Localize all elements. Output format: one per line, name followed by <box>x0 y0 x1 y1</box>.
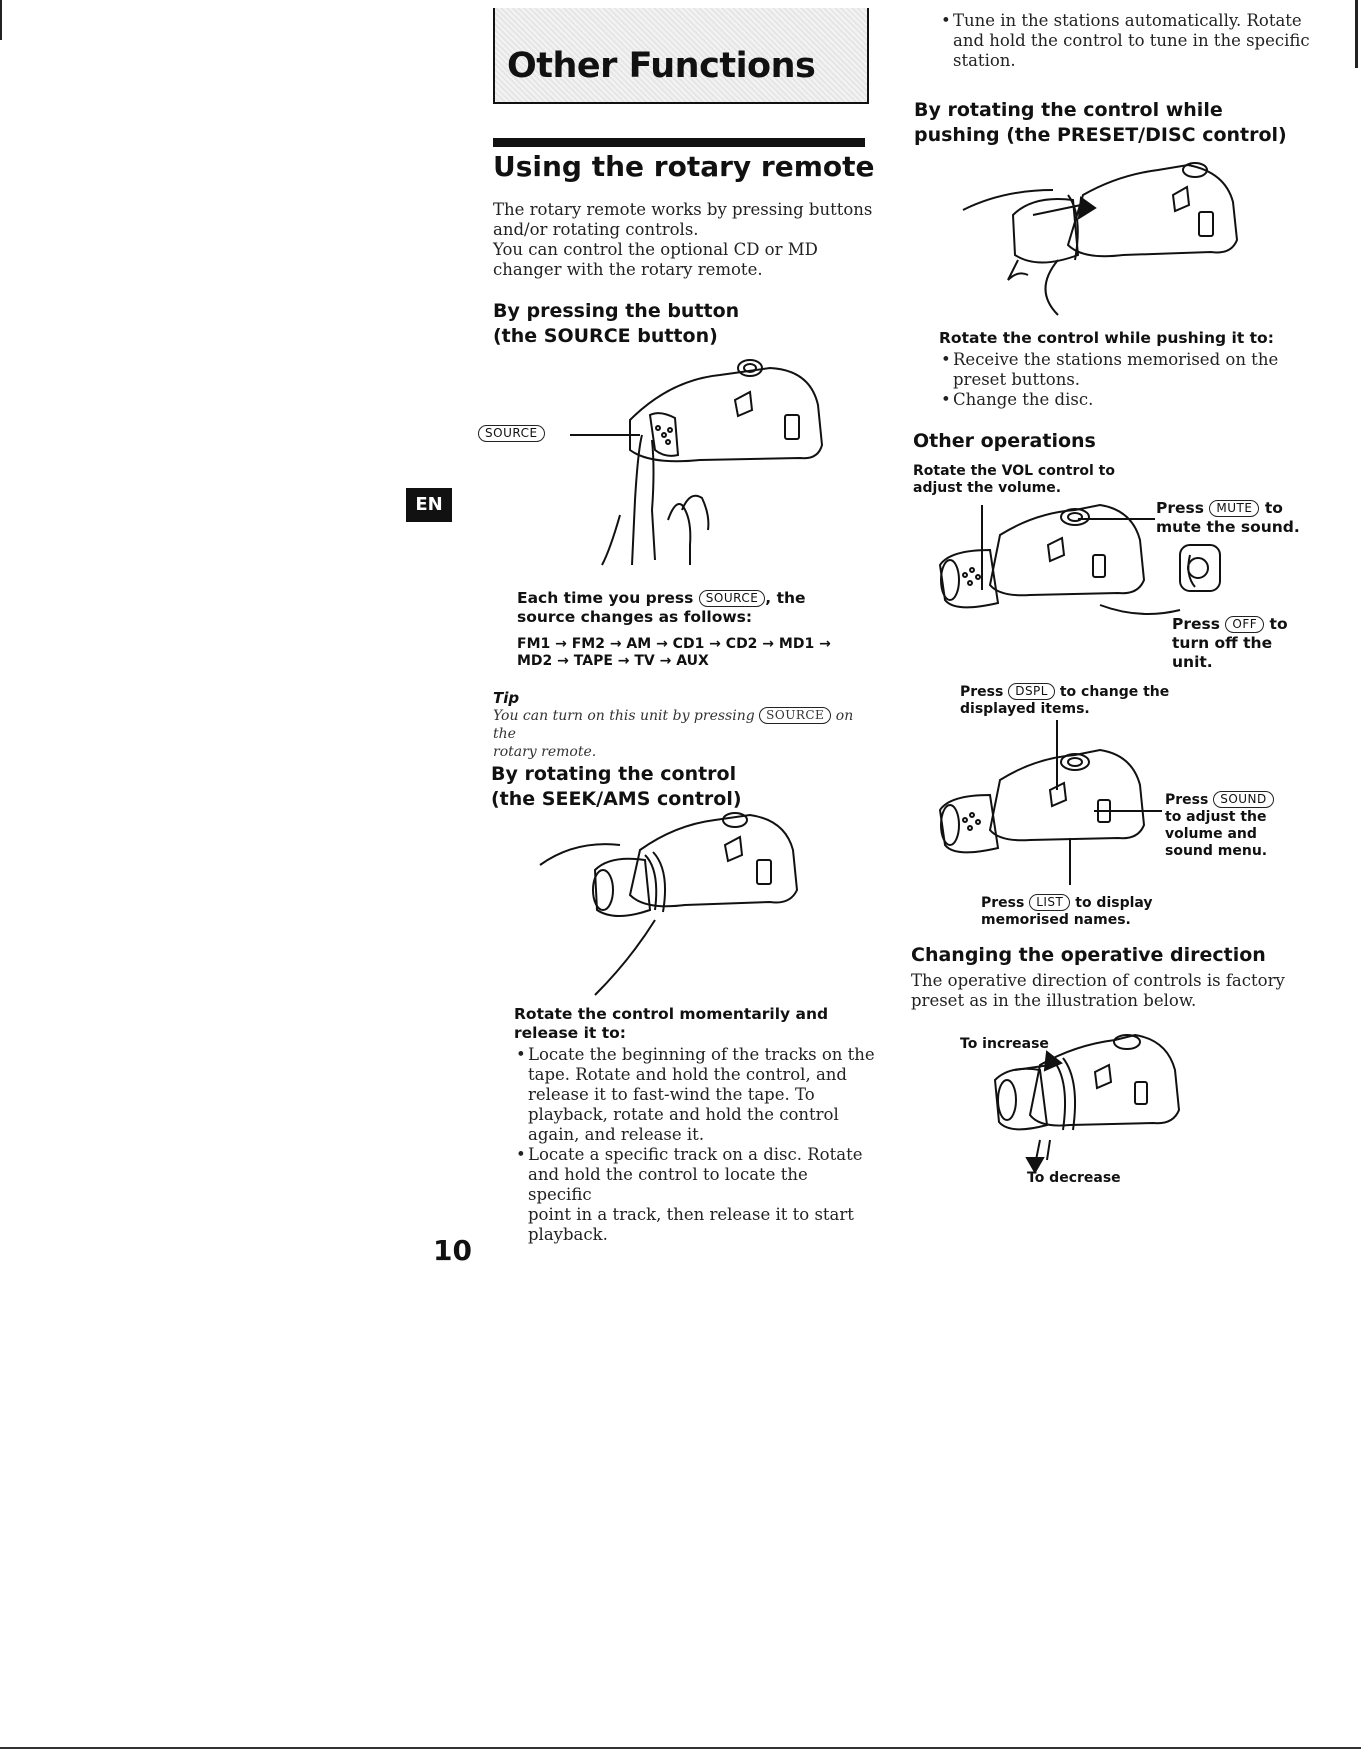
heading-line: (the SEEK/AMS control) <box>491 788 742 810</box>
scan-edge-mark <box>1355 0 1358 68</box>
remote-rotate-illustration <box>535 810 805 1005</box>
pressing-heading <box>493 299 739 349</box>
label-line: turn off the <box>1172 634 1273 652</box>
remote-dspl-sound-illustration <box>940 720 1170 890</box>
label-text: Press <box>981 895 1025 911</box>
list-label <box>981 894 1153 929</box>
intro-line: You can control the optional CD or MD <box>493 240 818 259</box>
mute-button-label: MUTE <box>1209 500 1259 517</box>
remote-press-illustration <box>560 350 830 570</box>
remote-mute-off-illustration <box>940 495 1240 635</box>
body-line: The operative direction of controls is factory <box>911 971 1285 990</box>
direction-text <box>911 971 1311 1011</box>
off-label <box>1172 615 1288 672</box>
source-button-inline: SOURCE <box>759 707 831 724</box>
bullet-line: • Locate a specific track on a disc. Rotate <box>528 1145 863 1164</box>
source-callout <box>478 423 545 442</box>
label-text: Press <box>960 684 1004 700</box>
bullet-item <box>941 11 1311 71</box>
bullet-line: tape. Rotate and hold the control, and <box>528 1065 847 1084</box>
bullet-line: again, and release it. <box>528 1125 705 1144</box>
other-operations-heading: Other operations <box>913 430 1096 452</box>
intro-text <box>493 200 873 280</box>
label-line: to adjust the <box>1165 809 1267 825</box>
heading-line: By rotating the control <box>491 763 737 785</box>
bullet-item <box>516 1145 876 1245</box>
tip-text-part: You can turn on this unit by pressing <box>493 708 755 724</box>
label-line: sound menu. <box>1165 843 1268 859</box>
page-heading: Using the rotary remote <box>493 150 875 183</box>
label-line: release it to: <box>514 1024 626 1042</box>
bullet-line: • Tune in the stations automatically. Rotate <box>953 11 1302 30</box>
increase-label: To increase <box>960 1036 1049 1052</box>
direction-heading: Changing the operative direction <box>911 944 1266 966</box>
heading-line: pushing (the PRESET/DISC control) <box>914 124 1287 146</box>
bullet-line: point in a track, then release it to start <box>528 1205 854 1224</box>
label-line: mute the sound. <box>1156 518 1300 536</box>
tip-text <box>493 707 873 761</box>
dspl-button-label: DSPL <box>1008 683 1055 700</box>
bullet-item <box>516 1045 876 1145</box>
off-button-label: OFF <box>1225 616 1264 633</box>
bullet-item <box>941 350 1301 390</box>
language-badge: EN <box>406 488 452 522</box>
source-sequence <box>517 636 831 670</box>
bullet-line: preset buttons. <box>953 370 1081 389</box>
label-line: displayed items. <box>960 701 1090 717</box>
sequence-line: FM1 → FM2 → AM → CD1 → CD2 → MD1 → <box>517 636 831 652</box>
label-line: Rotate the control momentarily and <box>514 1005 829 1023</box>
rotate-label <box>514 1005 828 1043</box>
label-text: Press <box>1156 499 1204 517</box>
sequence-line: MD2 → TAPE → TV → AUX <box>517 653 709 669</box>
rotate-bullets <box>516 1045 876 1245</box>
bullet-item <box>941 390 1301 410</box>
list-button-label: LIST <box>1029 894 1070 911</box>
heading-line: By pressing the button <box>493 300 740 322</box>
label-text: to <box>1264 499 1283 517</box>
bullet-line: release it to fast-wind the tape. To <box>528 1085 815 1104</box>
body-line: preset as in the illustration below. <box>911 991 1197 1010</box>
sound-label <box>1165 791 1274 860</box>
bullet-line: and hold the control to tune in the specific <box>953 31 1310 50</box>
source-button-inline: SOURCE <box>699 590 766 607</box>
tip-text-line: rotary remote. <box>493 744 597 760</box>
label-text: to display <box>1075 895 1153 911</box>
vol-label <box>913 463 1115 497</box>
desc-text: , the <box>765 589 806 607</box>
dspl-label <box>960 683 1169 718</box>
label-text: Press <box>1172 615 1220 633</box>
scan-edge-mark <box>0 0 2 40</box>
tip-text-part: on the <box>493 708 854 742</box>
label-line: volume and <box>1165 826 1257 842</box>
intro-line: changer with the rotary remote. <box>493 260 763 279</box>
bullet-line: playback, rotate and hold the control <box>528 1105 839 1124</box>
desc-line: source changes as follows: <box>517 608 753 626</box>
preset-heading <box>914 98 1287 148</box>
scan-bottom-rule <box>0 1747 1361 1749</box>
bullet-line: • Receive the stations memorised on the <box>953 350 1279 369</box>
intro-line: and/or rotating controls. <box>493 220 699 239</box>
desc-text: Each time you press <box>517 589 694 607</box>
intro-line: The rotary remote works by pressing buttons <box>493 200 873 219</box>
bullet-line: and hold the control to locate the specific <box>528 1165 808 1204</box>
label-text: to change the <box>1059 684 1170 700</box>
section-header-box <box>493 8 869 104</box>
bullet-line: • Change the disc. <box>953 390 1094 409</box>
preset-bullets <box>941 350 1301 410</box>
bullet-line: playback. <box>528 1225 608 1244</box>
remote-push-rotate-illustration <box>963 160 1253 320</box>
source-desc <box>517 589 806 627</box>
decrease-label: To decrease <box>1027 1170 1121 1186</box>
preset-label: Rotate the control while pushing it to: <box>939 329 1274 347</box>
bullet-line: station. <box>953 51 1016 70</box>
heading-line: (the SOURCE button) <box>493 325 718 347</box>
heading-rule <box>493 138 865 147</box>
sound-button-label: SOUND <box>1213 791 1274 808</box>
label-line: Rotate the VOL control to <box>913 463 1115 479</box>
source-button-label: SOURCE <box>478 425 545 442</box>
label-line: unit. <box>1172 653 1213 671</box>
tip-title: Tip <box>493 689 520 707</box>
rotating-heading <box>491 762 742 812</box>
label-text: Press <box>1165 792 1209 808</box>
heading-line: By rotating the control while <box>914 99 1223 121</box>
label-line: memorised names. <box>981 912 1131 928</box>
label-text: to <box>1269 615 1288 633</box>
tune-bullet <box>941 11 1311 71</box>
bullet-line: • Locate the beginning of the tracks on the <box>528 1045 875 1064</box>
label-line: adjust the volume. <box>913 480 1062 496</box>
section-title: Other Functions <box>507 46 816 86</box>
direction-illustration <box>995 1030 1195 1180</box>
page-number: 10 <box>433 1234 472 1267</box>
